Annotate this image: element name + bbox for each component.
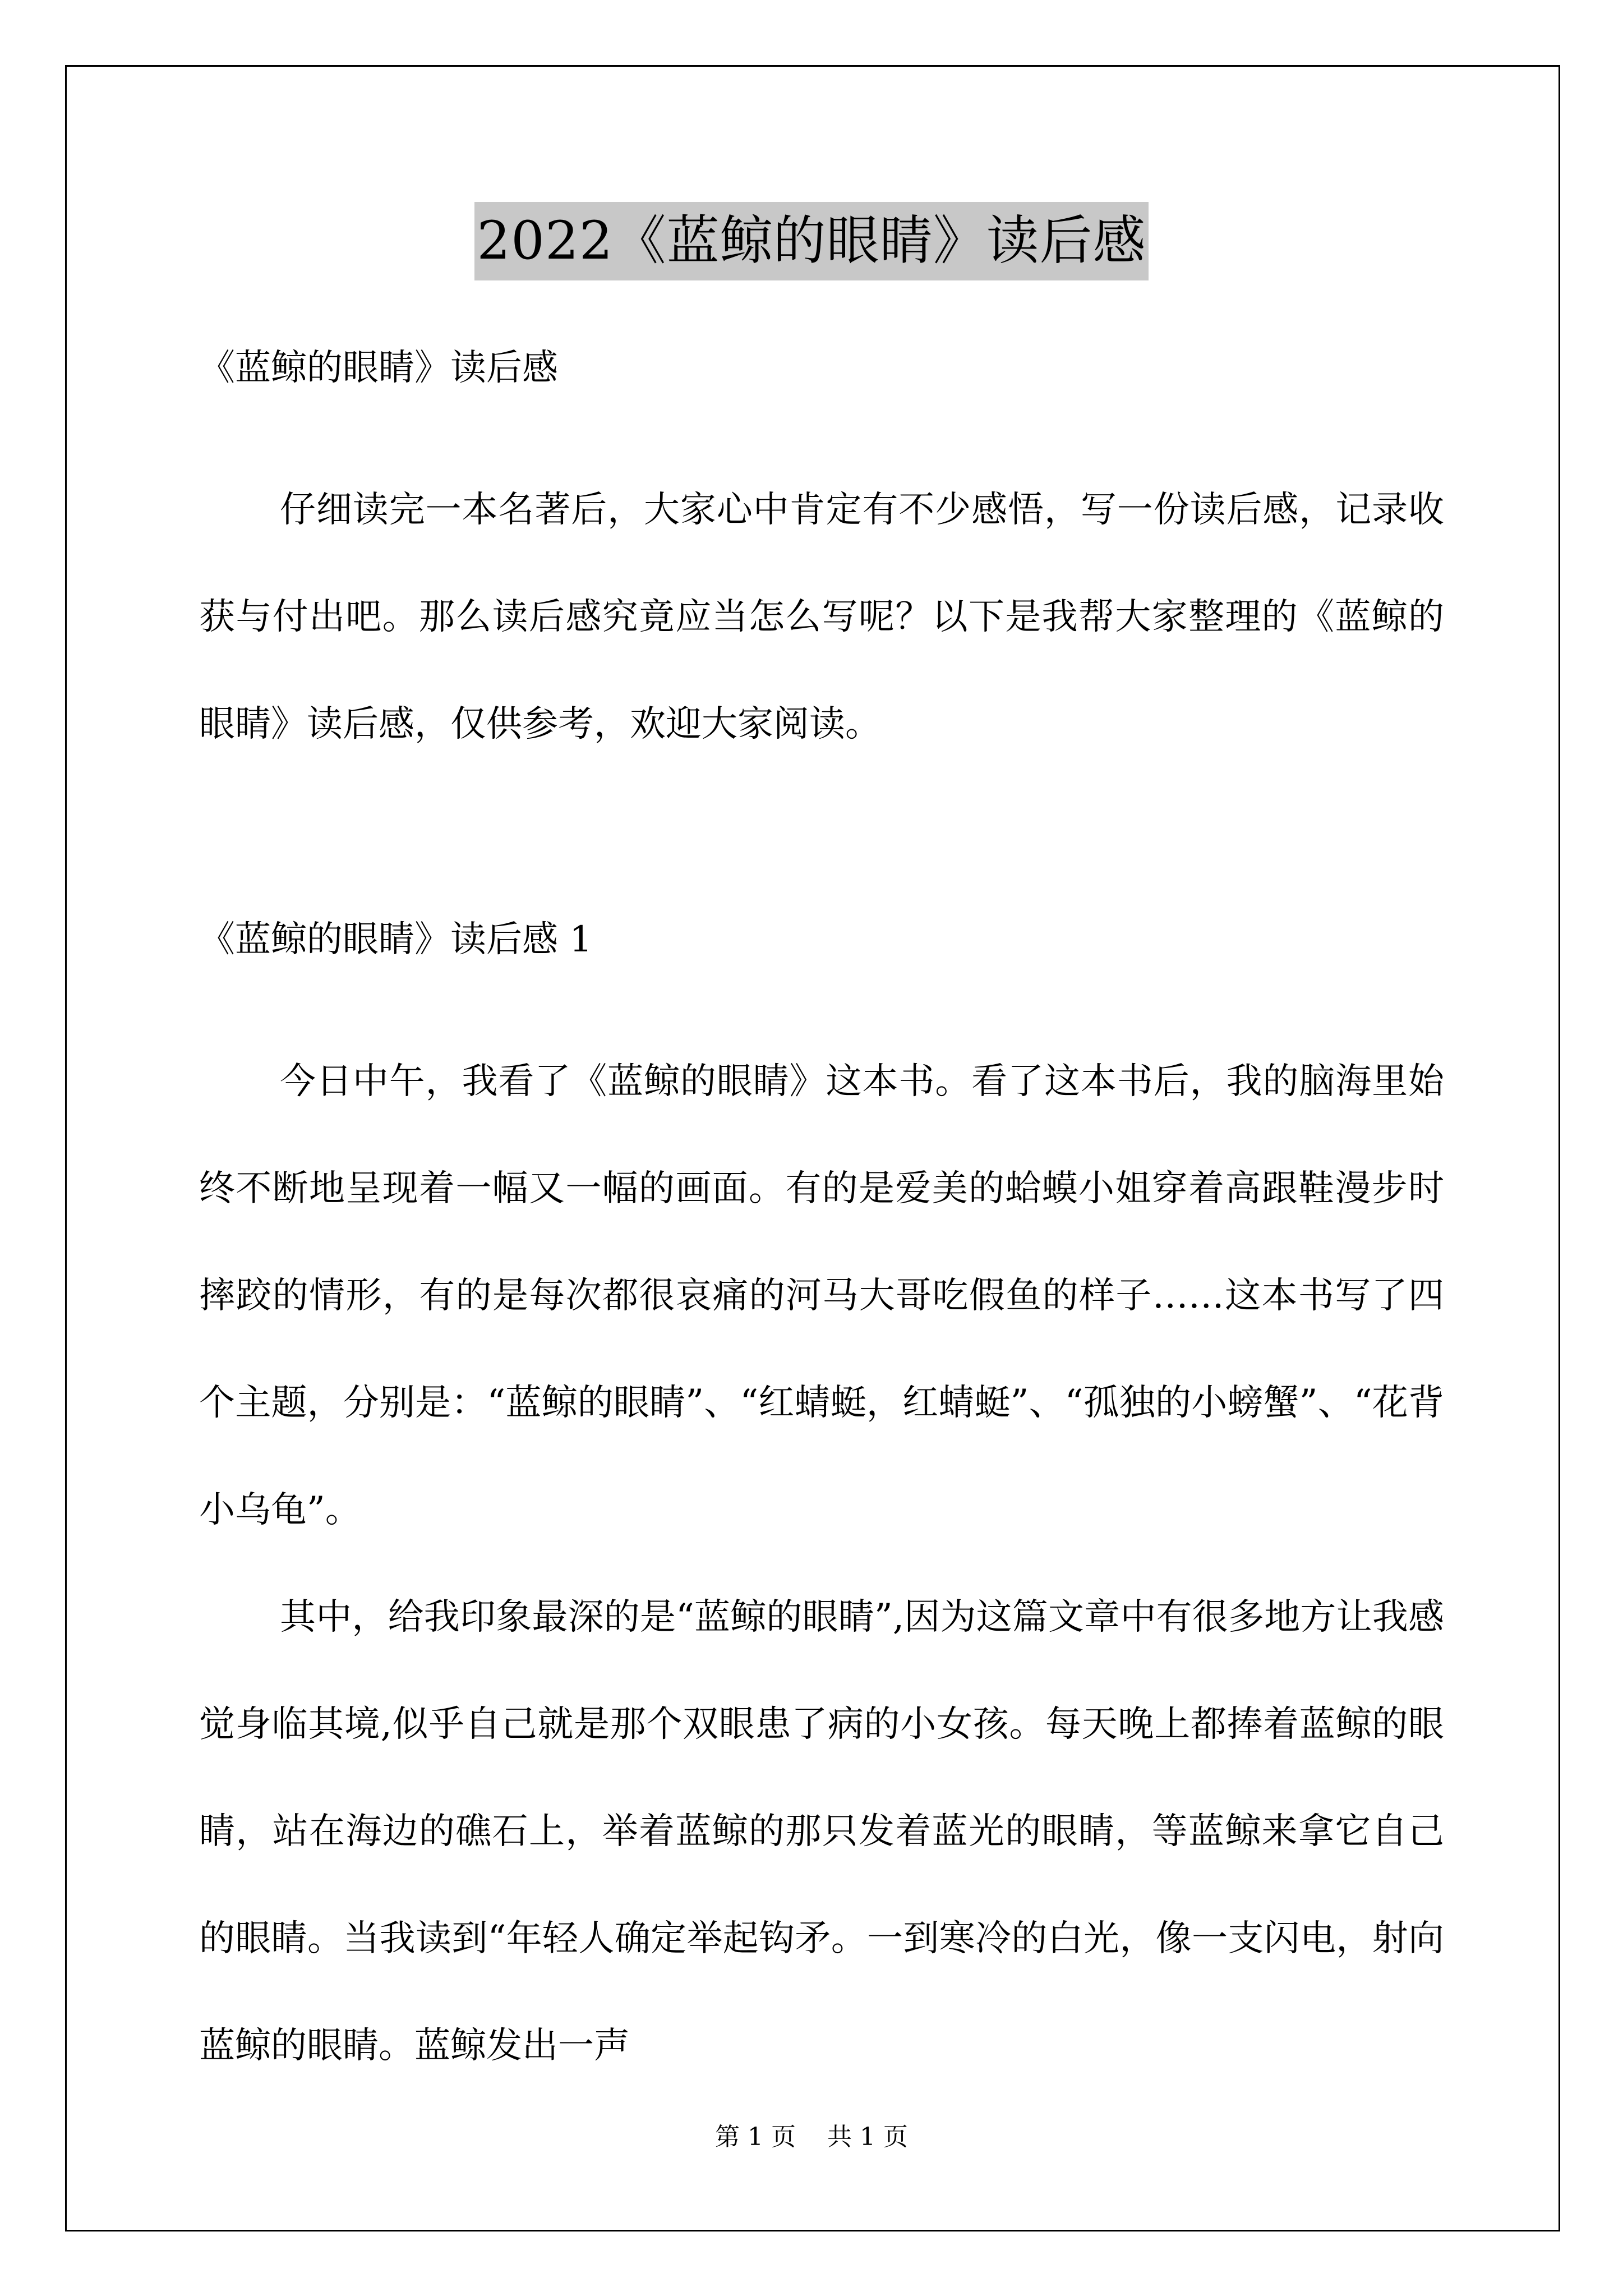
spacer	[199, 778, 1444, 913]
section1-heading: 《蓝鲸的眼睛》读后感 1	[199, 919, 593, 960]
section1-paragraph-1: 今日中午，我看了《蓝鲸的眼睛》这本书。看了这本书后，我的脑海里始终不断地呈现着一幅又一幅的画面。有的是爱美的蛤蟆小姐穿着高跟鞋漫步时摔跤的情形，有的是每次都很哀痛的河马大哥吃假鱼的样子……这本书写了四个主题，分别是：“蓝鲸的眼睛”、“红蜻蜓，红蜻蜓”、“孤独的小螃蟹”、“花背小乌龟”。	[199, 1061, 1444, 1531]
document-body	[199, 341, 1444, 2100]
spacer	[199, 967, 1444, 1028]
intro-heading: 《蓝鲸的眼睛》读后感	[199, 347, 558, 389]
intro-paragraph: 仔细读完一本名著后，大家心中肯定有不少感悟，写一份读后感，记录收获与付出吧。那么读后感究竟应当怎么写呢？以下是我帮大家整理的《蓝鲸的眼睛》读后感，仅供参考，欢迎大家阅读。	[199, 489, 1444, 745]
spacer	[199, 395, 1444, 457]
page-number: 第 1 页 共 1 页	[715, 2123, 908, 2151]
title-container	[0, 202, 1623, 280]
document-title: 2022《蓝鲸的眼睛》读后感	[474, 202, 1148, 280]
section1-paragraph-2: 其中，给我印象最深的是“蓝鲸的眼睛”,因为这篇文章中有很多地方让我感觉身临其境,似乎自己就是那个双眼患了病的小女孩。每天晚上都捧着蓝鲸的眼睛，站在海边的礁石上，举着蓝鲸的那只发着蓝光的眼睛，等蓝鲸来拿它自己的眼睛。当我读到“年轻人确定举起钩矛。一到寒冷的白光，像一支闪电，射向蓝鲸的眼睛。蓝鲸发出一声	[199, 1596, 1444, 2067]
